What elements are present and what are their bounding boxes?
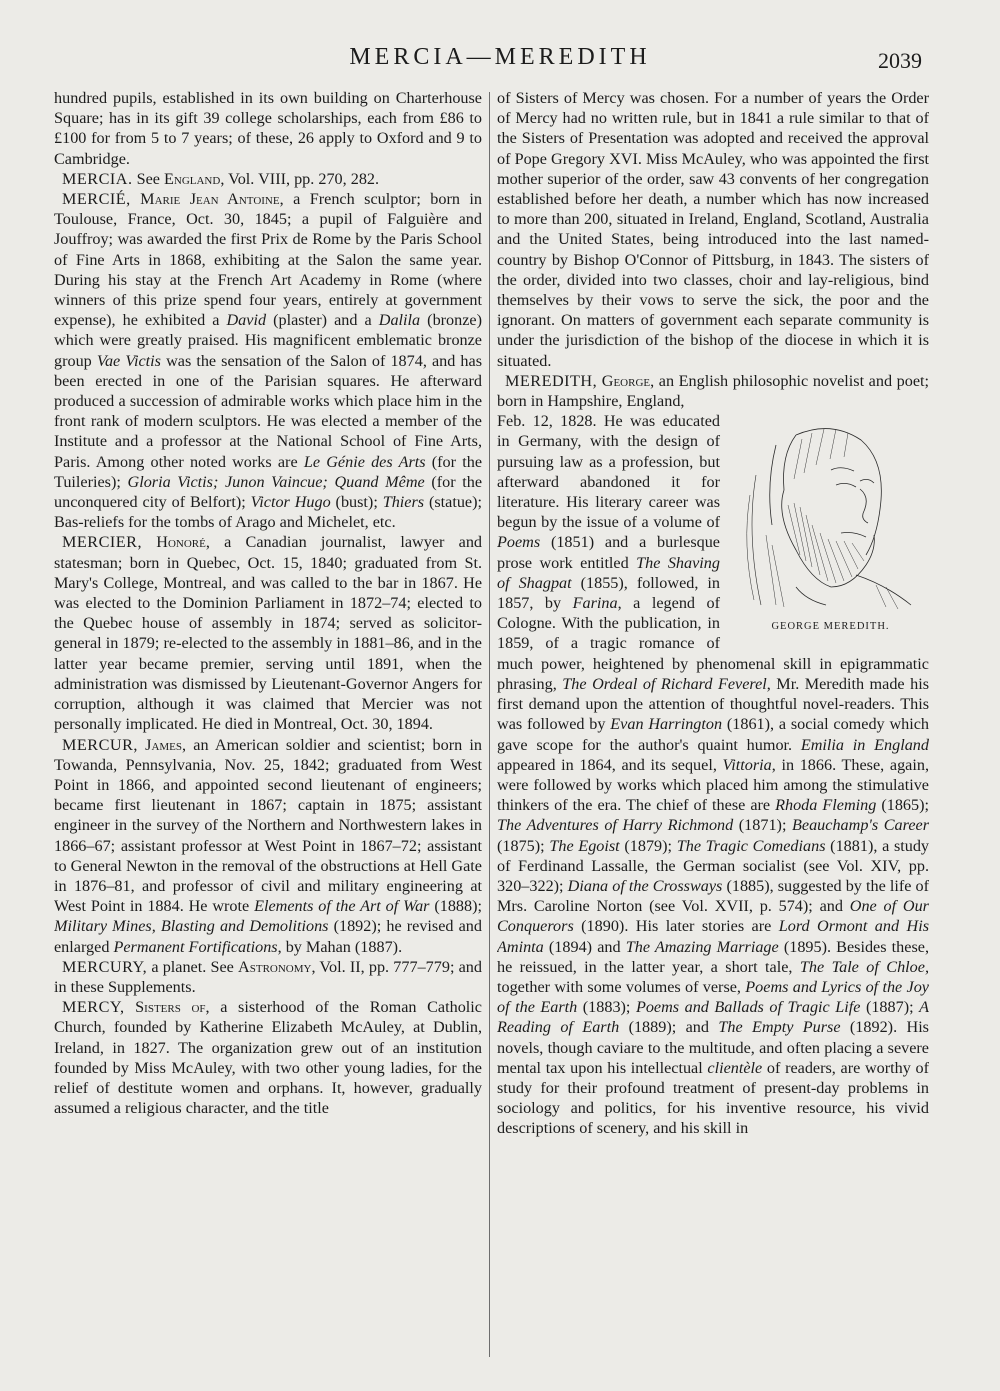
text-run: (1888); [429, 897, 482, 916]
italic-title: The Tragic Comedians [676, 836, 826, 855]
italic-title: The Egoist [549, 836, 620, 855]
text-run: (bronze) which were greatly praised. His magnificent emblematic bronze group [54, 311, 482, 370]
text-run: (1879); [619, 836, 677, 855]
text-run: (1865); [876, 796, 929, 815]
italic-title: Rhoda Fleming [775, 796, 877, 815]
text-run: (1892); he revised and enlarged [54, 917, 482, 956]
italic-title: Poems and Lyrics of the Joy of the Earth [497, 977, 929, 1017]
italic-title: One of Our Conquerors [497, 897, 929, 936]
text-run: , a Canadian journalist, lawyer and statesman; born in Quebec, Oct. 15, 1840; graduated from St. Mary's College, Montreal, and was called to the bar in 1867. He was elected to the Dominion Parliament in 1872–74; elected to the Quebec house of assembly in 1874; served as solicitor-general in 1879; re-elected to the assembly in 1881–86, and in the latter year became premier, serving until 1891, when the administration was dismissed by Lieutenant-Governor Angers for corruption, although it was claimed that Mercier was not personally implicated. He died in Montreal, Oct. 30, 1894. [54, 533, 482, 734]
text-run: (1851) and a burlesque prose work entitled [497, 533, 720, 572]
italic-title: The Shaving of Shagpat [497, 553, 720, 592]
italic-title: Farina [572, 594, 618, 613]
italic-title: Vittoria [722, 755, 772, 774]
cross-reference: England [163, 169, 221, 188]
text-run: (1881), a study of Ferdinand Lassalle, the German socialist (see Vol. XIV, pp. 320–322); [497, 836, 929, 895]
entry-mercia [54, 169, 482, 189]
entry-mercur [54, 735, 482, 957]
text-run: , a French sculptor; born in Toulouse, France, Oct. 30, 1845; a pupil of Falguière and Jouffroy; was awarded the first Prix de Rome by the Paris School of Fine Arts in 1868, exhibiting at the Salon the same year. During his stay at the French Art Academy in Rome (where winners of this prize spend four years, entirely at government expense), he exhibited a [54, 190, 482, 330]
running-title: MERCIA—MEREDITH [349, 44, 651, 70]
headword: MERCIÉ, [62, 190, 131, 209]
italic-title: The Tale of Chloe, [799, 957, 929, 976]
text-run: (1892). His novels, though caviare to the multitude, and often placing a severe mental tax upon his intellectual [497, 1018, 929, 1077]
text-run: (plaster) and a [266, 311, 379, 330]
text-run: together with some volumes of verse, [497, 977, 746, 996]
italic-title: Permanent Fortifications [113, 937, 278, 956]
italic-title: Emilia in England [800, 735, 929, 754]
running-head [0, 44, 1000, 80]
text-run: , an American soldier and scientist; born in Towanda, Pennsylvania, Nov. 25, 1842; graduated from West Point in 1866, and appointed second lieutenant of engineers; became first lieutenant in 1867; captain in 1875; assistant engineer in the survey of the Northern and Northwestern lakes in 1866–67; assistant professor at West Point in 1867–72; assistant to General Newton in the removal of the obstructions at Hell Gate in 1876–81, and professor of civil and military engineering at West Point in 1884. He wrote [54, 735, 482, 916]
italic-title: The Adventures of Harry Richmond [497, 816, 734, 835]
text-run: a planet. See [147, 957, 239, 976]
headword: MERCIA. [62, 169, 133, 188]
italic-title: The Empty Purse [718, 1018, 841, 1037]
text-run: (1890). His later stories are [573, 917, 779, 936]
italic-title: The Ordeal of Richard Feverel [562, 674, 767, 693]
italic-title: Lord Ormont and His Aminta [497, 917, 929, 956]
text-run: Feb. 12, 1828. He was educated in Germany, with the design of pursuing law as a profession, but afterward abandoned it for literature. His literary career was begun by the issue of a volume of [497, 412, 720, 532]
italic-title: David [226, 311, 267, 330]
text-run: , Vol. II, pp. 777–779; and in these Supplements. [54, 957, 482, 996]
headword: MERCUR, [62, 735, 138, 754]
text-run: (1861), a social comedy which gave scope for the author's quaint humor. [497, 715, 929, 754]
entry-mercie [54, 189, 482, 532]
headword: MERCY, [62, 998, 125, 1017]
left-column [54, 88, 482, 1371]
text-run: (1895). Besides these, he reissued, in the latter year, a short tale, [497, 937, 929, 976]
text-run: (statue); Bas-reliefs for the tombs of Arago and Michelet, etc. [54, 493, 482, 532]
entry-mercury [54, 957, 482, 997]
person-name: Marie Jean Antoine [140, 190, 280, 209]
cambridge-continuation: hundred pupils, established in its own building on Charterhouse Square; has in its gift 39 college scholarships, each from £86 to £100 for from 5 to 7 years; of these, 26 apply to Oxford and 9 to Cambridge. [54, 89, 482, 168]
italic-title: Vae Victis [96, 351, 161, 370]
text-run: , a sisterhood of the Roman Catholic Church, founded by Katherine Elizabeth McAuley, at Dublin, Ireland, in 1827. The organization grew out of an institution founded by Miss McAuley, with two other young ladies, for the relief of destitute women and orphans. It, however, gradually assumed a religious character, and the title [54, 998, 482, 1118]
portrait-figure [728, 415, 929, 635]
text-run: (1883); [577, 998, 636, 1017]
column-divider [489, 92, 490, 1357]
entry-meredith [497, 371, 929, 411]
text-run: , an English philosophic novelist and poet; born in Hampshire, England, [497, 371, 929, 411]
headword: MERCIER, [62, 533, 142, 552]
headword: MEREDITH, [505, 371, 598, 390]
italic-title: Diana of the Crossways [567, 876, 723, 895]
entry-subject: Sisters of [135, 998, 206, 1017]
text-run: , Vol. VIII, pp. 270, 282. [220, 169, 380, 188]
text-run: , by Mahan (1887). [277, 937, 403, 956]
text-run: was the sensation of the Salon of 1874, and has been erected in one of the Parisian squares. He afterward produced a succession of admirable works which place him in the front rank of modern sculptors. He was elected a member of the Institute and a professor at the National School of Fine Arts, Paris. Among other noted works are [54, 351, 482, 471]
text-run: , in 1866. These, again, were followed by works which placed him among the stimulative thinkers of the era. The chief of these are [497, 755, 929, 815]
text-run: (for the Tuileries); [54, 452, 482, 491]
text-run: (1871); [733, 816, 792, 835]
italic-title: Elements of the Art of War [254, 897, 430, 916]
portrait-caption: GEORGE MEREDITH. [771, 621, 890, 633]
text-run: (1887); [860, 998, 920, 1017]
text-run: (1894) and [543, 937, 626, 956]
italic-title: Poems and Ballads of Tragic Life [635, 998, 861, 1017]
portrait-engraving-image [736, 415, 926, 615]
text-run: , Mr. Meredith made his first demand upon the attention of thoughtful novel-readers. This was followed by [497, 674, 929, 734]
page-number: 2039 [878, 48, 922, 73]
entry-mercy [54, 997, 482, 1118]
italic-title: A Reading of Earth [497, 998, 929, 1037]
text-run: of readers, are worthy of study for their profound treatment of present-day problems in sociology and politics, for his inventive resource, his vivid descriptions of scenery, and his skill in [497, 1058, 929, 1138]
text-run: appeared in 1864, and its sequel, [497, 755, 723, 774]
text-run: (for the unconquered city of Belfort); [54, 472, 482, 512]
headword: MERCURY, [62, 957, 148, 976]
italic-title: Thiers [382, 493, 425, 512]
italic-title: Military Mines, Blasting and Demolitions [54, 917, 329, 936]
text-run: (1885), suggested by the life of Mrs. Caroline Norton (see Vol. XVII, p. 574); and [497, 876, 929, 916]
text-run: (bust); [330, 493, 383, 512]
text-run: , a legend of Cologne. With the publication, in 1859, of a tragic romance of much power, heightened by phenomenal skill in epigrammatic phrasing, [497, 594, 929, 693]
person-name: James [145, 735, 183, 754]
italic-title: Poems [497, 533, 541, 552]
person-name: George [601, 371, 651, 390]
italic-title: The Amazing Marriage [625, 937, 779, 956]
italic-title: Le Génie des Arts [303, 452, 426, 471]
italic-title: clientèle [707, 1058, 763, 1077]
italic-title: Dalila [378, 311, 421, 330]
right-column [497, 88, 929, 1371]
mercy-continuation: of Sisters of Mercy was chosen. For a number of years the Order of Mercy had no written rule, but in 1841 a rule similar to that of the Sisters of Presentation was adopted and received the approval of Pope Gregory XVI. Miss McAuley, who was appointed the first mother superior of the order, saw 43 convents of her congregation established before her death, a number which has now increased to more than 200, situated in Ireland, England, Scotland, Australia and the United States, being introduced into the last named-country by Bishop O'Connor of Pittsburg, in 1843. The sisters of the order, divided into two classes, choir and lay-religious, bind themselves by their vows to serve the sick, the poor and the ignorant. On matters of government each separate community is under the jurisdiction of the bishop of the diocese in which it is situated. [497, 89, 929, 370]
text-run: (1875); [497, 836, 550, 855]
italic-title: Beauchamp's Career [792, 816, 929, 835]
italic-title: Victor Hugo [250, 493, 331, 512]
person-name: Honoré [156, 533, 206, 552]
entry-mercier [54, 532, 482, 734]
italic-title: Evan Harrington [610, 715, 723, 734]
cross-reference: Astronomy [238, 957, 312, 976]
text-run: (1889); and [619, 1018, 719, 1037]
italic-title: Gloria Victis; Junon Vaincue; Quand Même [127, 472, 425, 491]
text-run: See [136, 169, 164, 188]
text-run: (1855), followed, in 1857, by [497, 573, 720, 613]
